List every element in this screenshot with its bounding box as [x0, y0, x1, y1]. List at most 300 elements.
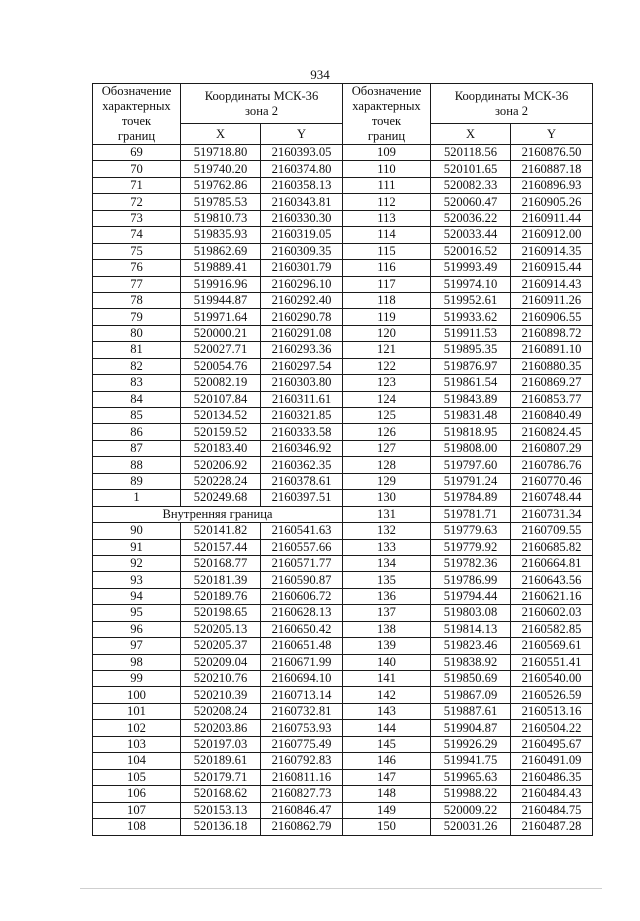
- table-row: [93, 391, 343, 407]
- x-coordinate-cell: 520189.76: [181, 588, 261, 604]
- y-coordinate-cell: 2160827.73: [261, 786, 343, 802]
- point-number-cell: 119: [343, 309, 431, 325]
- point-number-cell: 146: [343, 753, 431, 769]
- x-coordinate-cell: 519782.36: [431, 555, 511, 571]
- x-coordinate-cell: 519904.87: [431, 720, 511, 736]
- y-coordinate-cell: 2160397.51: [261, 490, 343, 506]
- y-coordinate-cell: 2160296.10: [261, 276, 343, 292]
- x-coordinate-cell: 520118.56: [431, 145, 511, 161]
- x-coordinate-cell: 519740.20: [181, 161, 261, 177]
- point-number-cell: 1: [93, 490, 181, 506]
- point-number-cell: 101: [93, 703, 181, 719]
- y-coordinate-cell: 2160484.75: [511, 802, 593, 818]
- x-coordinate-cell: 519785.53: [181, 194, 261, 210]
- point-number-cell: 105: [93, 769, 181, 785]
- y-coordinate-cell: 2160571.77: [261, 555, 343, 571]
- x-coordinate-cell: 519823.46: [431, 638, 511, 654]
- y-coordinate-cell: 2160911.26: [511, 292, 593, 308]
- table-row: [93, 818, 343, 835]
- y-coordinate-cell: 2160643.56: [511, 572, 593, 588]
- y-coordinate-cell: 2160378.61: [261, 473, 343, 489]
- x-coordinate-cell: 520054.76: [181, 358, 261, 374]
- table-row: [93, 375, 343, 391]
- y-coordinate-cell: 2160495.67: [511, 736, 593, 752]
- point-number-cell: 122: [343, 358, 431, 374]
- y-coordinate-cell: 2160905.26: [511, 194, 593, 210]
- point-number-cell: 94: [93, 588, 181, 604]
- table-row: [93, 408, 343, 424]
- point-number-cell: 82: [93, 358, 181, 374]
- x-coordinate-cell: 519791.24: [431, 473, 511, 489]
- y-coordinate-cell: 2160590.87: [261, 572, 343, 588]
- table-row: [93, 769, 343, 785]
- table-row: [93, 671, 343, 687]
- y-coordinate-cell: 2160290.78: [261, 309, 343, 325]
- y-coordinate-cell: 2160541.63: [261, 523, 343, 539]
- y-coordinate-cell: 2160297.54: [261, 358, 343, 374]
- point-number-cell: 77: [93, 276, 181, 292]
- y-coordinate-cell: 2160330.30: [261, 210, 343, 226]
- y-coordinate-cell: 2160540.00: [511, 671, 593, 687]
- x-coordinate-cell: 520009.22: [431, 802, 511, 818]
- point-number-cell: 124: [343, 391, 431, 407]
- section-label: Внутренняя граница: [93, 506, 343, 522]
- coordinate-system-header: Координаты МСК-36 зона 2: [431, 84, 593, 124]
- x-coordinate-cell: 519941.75: [431, 753, 511, 769]
- x-coordinate-cell: 519786.99: [431, 572, 511, 588]
- x-coordinate-cell: 519887.61: [431, 703, 511, 719]
- y-column-header: Y: [261, 124, 343, 145]
- point-number-cell: 118: [343, 292, 431, 308]
- point-number-cell: 72: [93, 194, 181, 210]
- table-row: [93, 523, 343, 539]
- x-coordinate-cell: 520183.40: [181, 440, 261, 456]
- table-row: [93, 736, 343, 752]
- table-row: [343, 687, 593, 703]
- point-number-cell: 135: [343, 572, 431, 588]
- table-row: [343, 145, 593, 161]
- y-coordinate-cell: 2160770.46: [511, 473, 593, 489]
- point-number-cell: 144: [343, 720, 431, 736]
- left-coordinates-table: [92, 83, 343, 836]
- table-row: [93, 457, 343, 473]
- table-row: [343, 440, 593, 456]
- table-row: [343, 375, 593, 391]
- table-row: [93, 621, 343, 637]
- table-row: [93, 539, 343, 555]
- x-coordinate-cell: 519876.97: [431, 358, 511, 374]
- table-row: [343, 720, 593, 736]
- x-coordinate-cell: 519794.44: [431, 588, 511, 604]
- point-number-cell: 70: [93, 161, 181, 177]
- table-row: [93, 358, 343, 374]
- table-row: [343, 802, 593, 818]
- x-coordinate-cell: 519779.63: [431, 523, 511, 539]
- table-row: [343, 786, 593, 802]
- y-coordinate-cell: 2160311.61: [261, 391, 343, 407]
- right-coordinates-table: [342, 83, 593, 836]
- x-coordinate-cell: 519808.00: [431, 440, 511, 456]
- x-coordinate-cell: 519718.80: [181, 145, 261, 161]
- table-row: [343, 227, 593, 243]
- y-coordinate-cell: 2160898.72: [511, 325, 593, 341]
- coordinates-tables: [92, 83, 592, 834]
- y-coordinate-cell: 2160671.99: [261, 654, 343, 670]
- x-coordinate-cell: 519965.63: [431, 769, 511, 785]
- point-number-cell: 75: [93, 243, 181, 259]
- x-coordinate-cell: 519944.87: [181, 292, 261, 308]
- table-row: [93, 424, 343, 440]
- y-coordinate-cell: 2160621.16: [511, 588, 593, 604]
- point-number-cell: 139: [343, 638, 431, 654]
- x-coordinate-cell: 520136.18: [181, 818, 261, 835]
- table-row: [343, 457, 593, 473]
- y-coordinate-cell: 2160303.80: [261, 375, 343, 391]
- x-coordinate-cell: 520060.47: [431, 194, 511, 210]
- table-row: [343, 654, 593, 670]
- y-coordinate-cell: 2160504.22: [511, 720, 593, 736]
- table-row: [93, 309, 343, 325]
- point-number-cell: 85: [93, 408, 181, 424]
- x-coordinate-cell: 520101.65: [431, 161, 511, 177]
- x-coordinate-cell: 519867.09: [431, 687, 511, 703]
- x-coordinate-cell: 519850.69: [431, 671, 511, 687]
- x-coordinate-cell: 519993.49: [431, 260, 511, 276]
- table-row: [93, 588, 343, 604]
- table-row: [93, 703, 343, 719]
- table-row: [343, 325, 593, 341]
- x-coordinate-cell: 520082.33: [431, 177, 511, 193]
- point-number-cell: 112: [343, 194, 431, 210]
- point-number-cell: 142: [343, 687, 431, 703]
- point-number-cell: 123: [343, 375, 431, 391]
- point-number-cell: 132: [343, 523, 431, 539]
- point-number-cell: 91: [93, 539, 181, 555]
- table-row: [93, 194, 343, 210]
- point-number-cell: 138: [343, 621, 431, 637]
- x-coordinate-cell: 520141.82: [181, 523, 261, 539]
- table-row: [343, 243, 593, 259]
- table-row: [343, 490, 593, 506]
- table-row: [343, 588, 593, 604]
- table-row: [343, 572, 593, 588]
- y-coordinate-cell: 2160906.55: [511, 309, 593, 325]
- y-coordinate-cell: 2160309.35: [261, 243, 343, 259]
- point-number-cell: 145: [343, 736, 431, 752]
- y-coordinate-cell: 2160484.43: [511, 786, 593, 802]
- y-coordinate-cell: 2160513.16: [511, 703, 593, 719]
- point-number-cell: 115: [343, 243, 431, 259]
- y-coordinate-cell: 2160911.44: [511, 210, 593, 226]
- x-coordinate-cell: 519889.41: [181, 260, 261, 276]
- x-coordinate-cell: 519818.95: [431, 424, 511, 440]
- x-column-header: X: [431, 124, 511, 145]
- y-coordinate-cell: 2160753.93: [261, 720, 343, 736]
- x-coordinate-cell: 519895.35: [431, 342, 511, 358]
- table-row: [343, 260, 593, 276]
- point-number-cell: 80: [93, 325, 181, 341]
- x-coordinate-cell: 520159.52: [181, 424, 261, 440]
- table-row: [93, 227, 343, 243]
- table-row: [93, 506, 343, 522]
- y-coordinate-cell: 2160557.66: [261, 539, 343, 555]
- table-row: [343, 473, 593, 489]
- y-coordinate-cell: 2160358.13: [261, 177, 343, 193]
- y-coordinate-cell: 2160664.81: [511, 555, 593, 571]
- table-row: [343, 703, 593, 719]
- x-coordinate-cell: 520205.37: [181, 638, 261, 654]
- y-coordinate-cell: 2160896.93: [511, 177, 593, 193]
- y-coordinate-cell: 2160606.72: [261, 588, 343, 604]
- table-row: [93, 210, 343, 226]
- point-number-cell: 128: [343, 457, 431, 473]
- y-coordinate-cell: 2160291.08: [261, 325, 343, 341]
- point-number-cell: 78: [93, 292, 181, 308]
- point-number-cell: 102: [93, 720, 181, 736]
- table-row: [93, 638, 343, 654]
- point-number-cell: 149: [343, 802, 431, 818]
- x-coordinate-cell: 519988.22: [431, 786, 511, 802]
- table-row: [343, 161, 593, 177]
- x-coordinate-cell: 520027.71: [181, 342, 261, 358]
- point-number-cell: 100: [93, 687, 181, 703]
- table-row: [343, 818, 593, 835]
- point-number-cell: 125: [343, 408, 431, 424]
- x-coordinate-cell: 520107.84: [181, 391, 261, 407]
- x-coordinate-cell: 519916.96: [181, 276, 261, 292]
- y-coordinate-cell: 2160651.48: [261, 638, 343, 654]
- y-coordinate-cell: 2160914.43: [511, 276, 593, 292]
- point-number-cell: 131: [343, 506, 431, 522]
- y-coordinate-cell: 2160333.58: [261, 424, 343, 440]
- x-coordinate-cell: 519862.69: [181, 243, 261, 259]
- x-coordinate-cell: 519926.29: [431, 736, 511, 752]
- point-designation-header: Обозначение характерных точек границ: [93, 84, 181, 145]
- y-coordinate-cell: 2160487.28: [511, 818, 593, 835]
- x-coordinate-cell: 520249.68: [181, 490, 261, 506]
- point-number-cell: 116: [343, 260, 431, 276]
- x-coordinate-cell: 520134.52: [181, 408, 261, 424]
- y-coordinate-cell: 2160486.35: [511, 769, 593, 785]
- point-number-cell: 148: [343, 786, 431, 802]
- table-row: [343, 523, 593, 539]
- table-row: [93, 177, 343, 193]
- y-coordinate-cell: 2160694.10: [261, 671, 343, 687]
- point-number-cell: 130: [343, 490, 431, 506]
- y-coordinate-cell: 2160731.34: [511, 506, 593, 522]
- table-row: [93, 605, 343, 621]
- x-coordinate-cell: 520000.21: [181, 325, 261, 341]
- y-coordinate-cell: 2160824.45: [511, 424, 593, 440]
- y-coordinate-cell: 2160807.29: [511, 440, 593, 456]
- point-number-cell: 141: [343, 671, 431, 687]
- point-number-cell: 84: [93, 391, 181, 407]
- x-coordinate-cell: 520168.77: [181, 555, 261, 571]
- table-row: [93, 473, 343, 489]
- x-coordinate-cell: 519810.73: [181, 210, 261, 226]
- table-row: [93, 260, 343, 276]
- x-coordinate-cell: 520033.44: [431, 227, 511, 243]
- point-number-cell: 126: [343, 424, 431, 440]
- point-number-cell: 140: [343, 654, 431, 670]
- point-number-cell: 86: [93, 424, 181, 440]
- y-coordinate-cell: 2160628.13: [261, 605, 343, 621]
- table-row: [93, 802, 343, 818]
- point-number-cell: 96: [93, 621, 181, 637]
- x-coordinate-cell: 519861.54: [431, 375, 511, 391]
- point-number-cell: 104: [93, 753, 181, 769]
- point-number-cell: 129: [343, 473, 431, 489]
- y-coordinate-cell: 2160293.36: [261, 342, 343, 358]
- point-number-cell: 79: [93, 309, 181, 325]
- table-row: [343, 621, 593, 637]
- point-number-cell: 89: [93, 473, 181, 489]
- point-number-cell: 83: [93, 375, 181, 391]
- table-row: [343, 555, 593, 571]
- y-coordinate-cell: 2160650.42: [261, 621, 343, 637]
- point-number-cell: 95: [93, 605, 181, 621]
- y-coordinate-cell: 2160880.35: [511, 358, 593, 374]
- table-row: [93, 786, 343, 802]
- point-number-cell: 117: [343, 276, 431, 292]
- table-row: [93, 145, 343, 161]
- table-row: [93, 687, 343, 703]
- x-coordinate-cell: 520157.44: [181, 539, 261, 555]
- point-number-cell: 120: [343, 325, 431, 341]
- x-coordinate-cell: 519831.48: [431, 408, 511, 424]
- table-row: [343, 424, 593, 440]
- point-number-cell: 98: [93, 654, 181, 670]
- table-row: [343, 736, 593, 752]
- table-row: [343, 506, 593, 522]
- point-number-cell: 113: [343, 210, 431, 226]
- point-number-cell: 111: [343, 177, 431, 193]
- x-coordinate-cell: 520016.52: [431, 243, 511, 259]
- point-number-cell: 109: [343, 145, 431, 161]
- table-row: [343, 753, 593, 769]
- point-number-cell: 143: [343, 703, 431, 719]
- x-coordinate-cell: 520031.26: [431, 818, 511, 835]
- x-coordinate-cell: 519835.93: [181, 227, 261, 243]
- x-coordinate-cell: 520203.86: [181, 720, 261, 736]
- point-number-cell: 107: [93, 802, 181, 818]
- point-number-cell: 88: [93, 457, 181, 473]
- x-coordinate-cell: 520179.71: [181, 769, 261, 785]
- x-coordinate-cell: 520210.76: [181, 671, 261, 687]
- x-coordinate-cell: 520082.19: [181, 375, 261, 391]
- table-row: [93, 440, 343, 456]
- x-coordinate-cell: 519814.13: [431, 621, 511, 637]
- point-number-cell: 136: [343, 588, 431, 604]
- table-row: [343, 391, 593, 407]
- y-coordinate-cell: 2160862.79: [261, 818, 343, 835]
- table-row: [343, 177, 593, 193]
- x-coordinate-cell: 519974.10: [431, 276, 511, 292]
- x-coordinate-cell: 520036.22: [431, 210, 511, 226]
- x-column-header: X: [181, 124, 261, 145]
- y-coordinate-cell: 2160319.05: [261, 227, 343, 243]
- x-coordinate-cell: 519784.89: [431, 490, 511, 506]
- x-coordinate-cell: 519933.62: [431, 309, 511, 325]
- table-row: [343, 210, 593, 226]
- x-coordinate-cell: 520210.39: [181, 687, 261, 703]
- x-coordinate-cell: 519952.61: [431, 292, 511, 308]
- y-coordinate-cell: 2160840.49: [511, 408, 593, 424]
- table-row: [343, 276, 593, 292]
- table-row: [93, 572, 343, 588]
- x-coordinate-cell: 520198.65: [181, 605, 261, 621]
- y-coordinate-cell: 2160811.16: [261, 769, 343, 785]
- x-coordinate-cell: 520153.13: [181, 802, 261, 818]
- table-row: [93, 720, 343, 736]
- y-column-header: Y: [511, 124, 593, 145]
- table-row: [93, 555, 343, 571]
- point-number-cell: 76: [93, 260, 181, 276]
- table-row: [343, 292, 593, 308]
- point-number-cell: 108: [93, 818, 181, 835]
- point-number-cell: 110: [343, 161, 431, 177]
- y-coordinate-cell: 2160853.77: [511, 391, 593, 407]
- x-coordinate-cell: 520209.04: [181, 654, 261, 670]
- page-number: 934: [310, 67, 330, 82]
- point-number-cell: 74: [93, 227, 181, 243]
- point-number-cell: 103: [93, 736, 181, 752]
- table-row: [93, 243, 343, 259]
- point-number-cell: 93: [93, 572, 181, 588]
- x-coordinate-cell: 519779.92: [431, 539, 511, 555]
- y-coordinate-cell: 2160343.81: [261, 194, 343, 210]
- point-number-cell: 137: [343, 605, 431, 621]
- table-row: [343, 194, 593, 210]
- x-coordinate-cell: 519843.89: [431, 391, 511, 407]
- y-coordinate-cell: 2160582.85: [511, 621, 593, 637]
- table-row: [93, 654, 343, 670]
- point-number-cell: 90: [93, 523, 181, 539]
- y-coordinate-cell: 2160569.61: [511, 638, 593, 654]
- point-number-cell: 97: [93, 638, 181, 654]
- x-coordinate-cell: 519781.71: [431, 506, 511, 522]
- y-coordinate-cell: 2160915.44: [511, 260, 593, 276]
- y-coordinate-cell: 2160374.80: [261, 161, 343, 177]
- point-number-cell: 71: [93, 177, 181, 193]
- x-coordinate-cell: 519838.92: [431, 654, 511, 670]
- y-coordinate-cell: 2160713.14: [261, 687, 343, 703]
- x-coordinate-cell: 520205.13: [181, 621, 261, 637]
- y-coordinate-cell: 2160292.40: [261, 292, 343, 308]
- point-number-cell: 127: [343, 440, 431, 456]
- point-number-cell: 106: [93, 786, 181, 802]
- table-row: [343, 638, 593, 654]
- table-row: [343, 408, 593, 424]
- x-coordinate-cell: 519762.86: [181, 177, 261, 193]
- y-coordinate-cell: 2160393.05: [261, 145, 343, 161]
- point-number-cell: 134: [343, 555, 431, 571]
- y-coordinate-cell: 2160321.85: [261, 408, 343, 424]
- table-row: [343, 309, 593, 325]
- y-coordinate-cell: 2160526.59: [511, 687, 593, 703]
- x-coordinate-cell: 520228.24: [181, 473, 261, 489]
- y-coordinate-cell: 2160301.79: [261, 260, 343, 276]
- point-number-cell: 150: [343, 818, 431, 835]
- table-row: [343, 769, 593, 785]
- table-row: [93, 292, 343, 308]
- table-row: [93, 276, 343, 292]
- y-coordinate-cell: 2160775.49: [261, 736, 343, 752]
- x-coordinate-cell: 519971.64: [181, 309, 261, 325]
- x-coordinate-cell: 520181.39: [181, 572, 261, 588]
- y-coordinate-cell: 2160846.47: [261, 802, 343, 818]
- point-number-cell: 87: [93, 440, 181, 456]
